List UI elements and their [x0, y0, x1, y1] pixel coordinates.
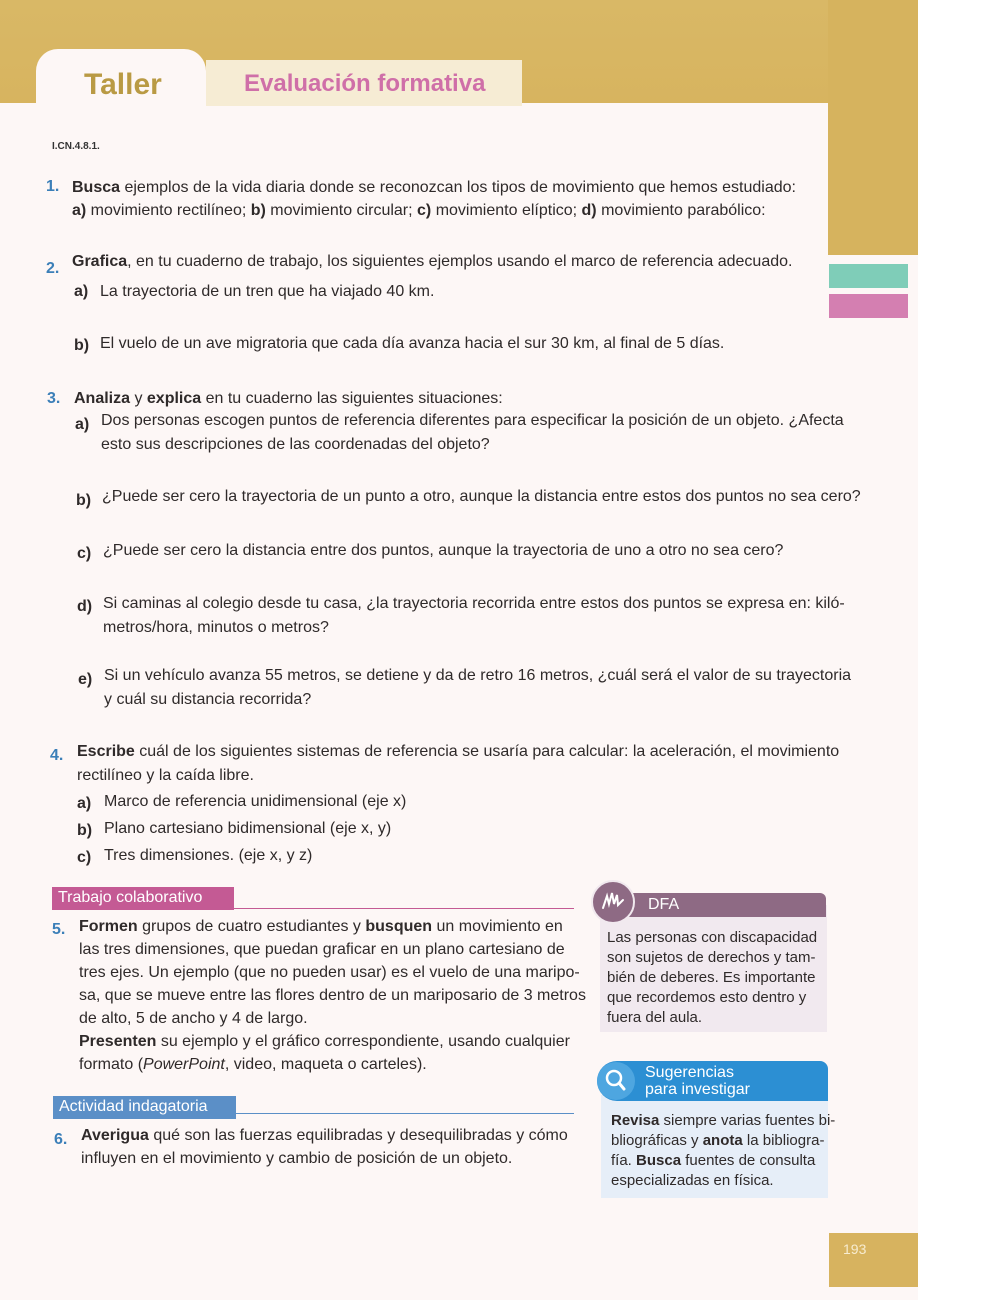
question-3a-line-2: esto sus descripciones de las coordenadas del objeto?	[101, 436, 490, 453]
question-6-number: 6.	[54, 1131, 68, 1148]
question-2-stem: Grafica, en tu cuaderno de trabajo, los siguientes ejemplos usando el marco de referencia adecuado.	[72, 253, 793, 270]
question-5-line-6: Presenten su ejemplo y el gráfico correspondiente, usando cualquier	[79, 1033, 570, 1050]
question-3a-label: a)	[75, 416, 90, 433]
question-4a-label: a)	[77, 795, 92, 812]
side-band	[828, 0, 918, 255]
sugerencias-line-3: fía. Busca fuentes de consulta	[611, 1152, 816, 1169]
question-2b-label: b)	[74, 337, 90, 354]
question-3b-text: ¿Puede ser cero la trayectoria de un punto a otro, aunque la distancia entre estos dos puntos no sea cero?	[102, 488, 861, 505]
question-2-number: 2.	[46, 260, 60, 277]
trabajo-colaborativo-rule	[234, 908, 574, 909]
question-3e-line-1: Si un vehículo avanza 55 metros, se detiene y da de retro 16 metros, ¿cuál será el valor de su trayectoria	[104, 667, 852, 684]
dfa-line-2: son sujetos de derechos y tam-	[607, 949, 816, 966]
question-3d-label: d)	[77, 598, 93, 615]
dfa-heading: DFA	[648, 896, 680, 913]
question-5-line-5: de alto, 5 de ancho y 4 de largo.	[79, 1010, 308, 1027]
sugerencias-heading-2: para investigar	[645, 1081, 750, 1098]
question-5-line-2: las tres dimensiones, que puedan graficar en un plano cartesiano de	[79, 941, 565, 958]
question-3d-line-2: metros/hora, minutos o metros?	[103, 619, 329, 636]
actividad-indagatoria-rule	[236, 1113, 574, 1114]
question-5-number: 5.	[52, 921, 66, 938]
question-5-line-1: Formen grupos de cuatro estudiantes y busquen un movimiento en	[79, 918, 563, 935]
question-1-number: 1.	[46, 178, 60, 195]
question-4-line-2: rectilíneo y la caída libre.	[77, 767, 254, 784]
dfa-line-1: Las personas con discapacidad	[607, 929, 818, 946]
question-1-line-2: a) movimiento rectilíneo; b) movimiento circular; c) movimiento elíptico; d) movimiento parabólico:	[72, 202, 766, 219]
question-4b-label: b)	[77, 822, 93, 839]
tab-evaluacion-label: Evaluación formativa	[244, 70, 486, 97]
curriculum-code: I.CN.4.8.1.	[52, 141, 100, 152]
question-5-line-7: formato (PowerPoint, video, maqueta o carteles).	[79, 1056, 427, 1073]
question-6-line-2: influyen en el movimiento y cambio de posición de un objeto.	[81, 1150, 513, 1167]
page-number-box	[829, 1233, 918, 1287]
question-6-line-1: Averigua qué son las fuerzas equilibradas y desequilibradas y cómo	[81, 1127, 568, 1144]
question-3e-line-2: y cuál su distancia recorrida?	[104, 691, 312, 708]
sugerencias-line-1: Revisa siempre varias fuentes bi-	[611, 1112, 836, 1129]
question-2a-label: a)	[74, 283, 89, 300]
sugerencias-line-2: bliográficas y anota la bibliogra-	[611, 1132, 825, 1149]
tab-evaluacion	[206, 60, 522, 106]
question-1-line-1: Busca ejemplos de la vida diaria donde se reconozcan los tipos de movimiento que hemos estudiado:	[72, 179, 796, 196]
question-2b-text: El vuelo de un ave migratoria que cada día avanza hacia el sur 30 km, al final de 5 días.	[100, 335, 725, 352]
dfa-line-4: que recordemos esto dentro y	[607, 989, 807, 1006]
question-4a-text: Marco de referencia unidimensional (eje x)	[104, 793, 407, 810]
question-5-line-4: sa, que se mueve entre las flores dentro de un mariposario de 3 metros	[79, 987, 586, 1004]
question-3-stem: Analiza y explica en tu cuaderno las siguientes situaciones:	[74, 390, 503, 407]
side-strip-pink	[829, 294, 908, 318]
actividad-indagatoria-heading: Actividad indagatoria	[53, 1096, 236, 1119]
question-3e-label: e)	[78, 671, 93, 688]
search-icon	[597, 1062, 635, 1100]
question-3b-label: b)	[76, 492, 92, 509]
question-4-number: 4.	[50, 747, 64, 764]
page-number: 193	[843, 1241, 867, 1257]
tab-taller	[36, 49, 206, 119]
dfa-heading-bar	[628, 893, 826, 917]
question-4c-text: Tres dimensiones. (eje x, y z)	[104, 847, 313, 864]
question-3a-line-1: Dos personas escogen puntos de referencia diferentes para especificar la posición de un objeto. ¿Afecta	[101, 412, 844, 429]
sign-language-icon	[591, 880, 635, 924]
sugerencias-line-4: especializadas en física.	[611, 1172, 774, 1189]
question-4-line-1: Escribe cuál de los siguientes sistemas de referencia se usaría para calcular: la aceleración, el movimiento	[77, 743, 840, 760]
side-strip-teal	[829, 264, 908, 288]
question-3c-text: ¿Puede ser cero la distancia entre dos puntos, aunque la trayectoria de uno a otro no sea cero?	[103, 542, 784, 559]
question-2a-text: La trayectoria de un tren que ha viajado 40 km.	[100, 283, 435, 300]
question-5-line-3: tres ejes. Un ejemplo (que no pueden usar) es el vuelo de una maripo-	[79, 964, 580, 981]
tab-taller-label: Taller	[84, 68, 162, 101]
dfa-line-5: fuera del aula.	[607, 1009, 703, 1026]
question-3c-label: c)	[77, 545, 92, 562]
question-4b-text: Plano cartesiano bidimensional (eje x, y)	[104, 820, 392, 837]
trabajo-colaborativo-heading: Trabajo colaborativo	[52, 887, 234, 910]
sugerencias-heading-1: Sugerencias	[645, 1064, 734, 1081]
question-4c-label: c)	[77, 849, 92, 866]
question-3-number: 3.	[47, 390, 61, 407]
dfa-line-3: bién de deberes. Es importante	[607, 969, 816, 986]
question-3d-line-1: Si caminas al colegio desde tu casa, ¿la trayectoria recorrida entre estos dos puntos se expresa en: kiló-	[103, 595, 845, 612]
